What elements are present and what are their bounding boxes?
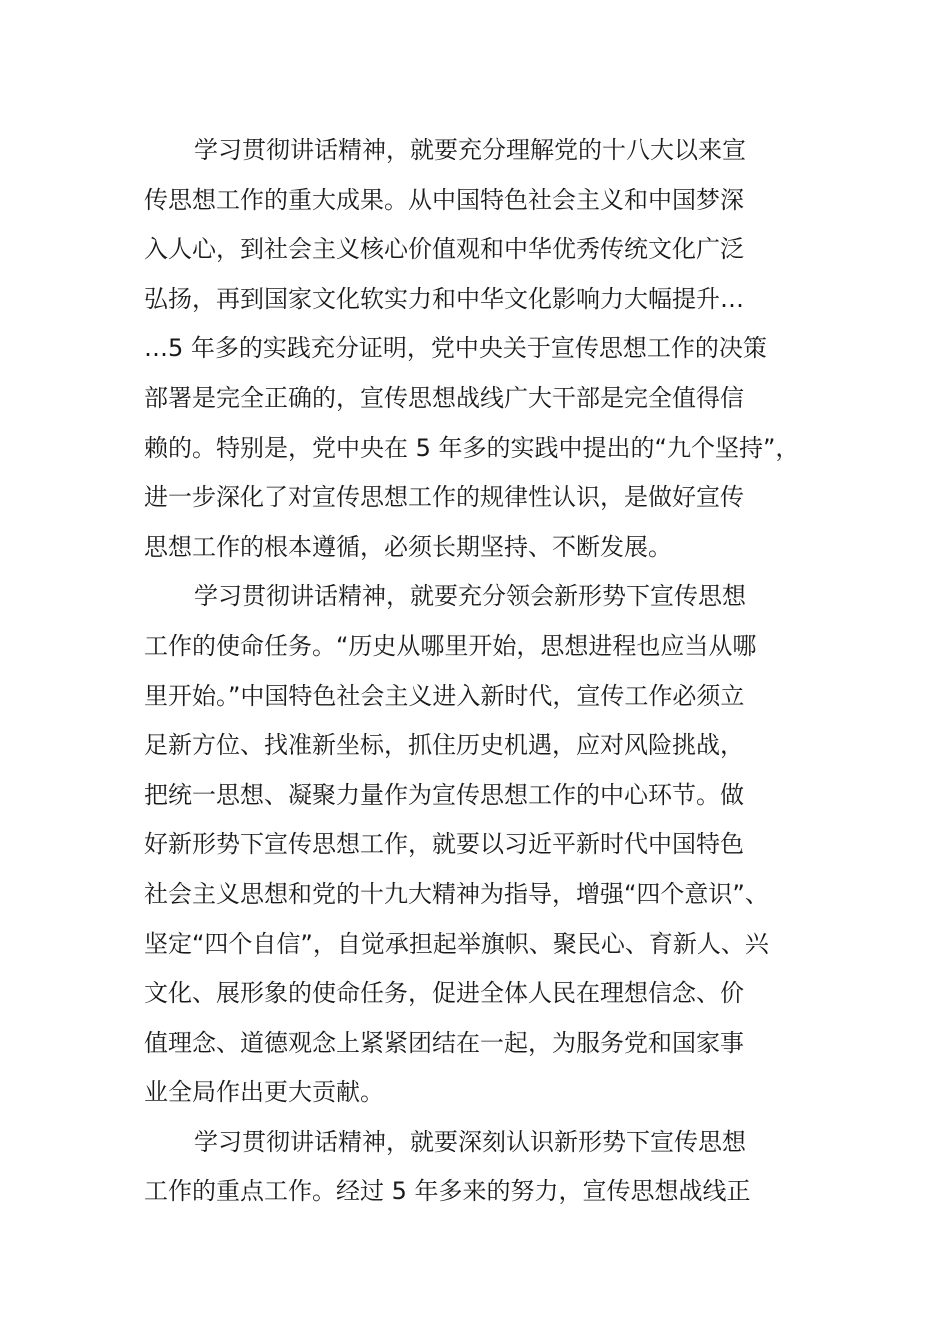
paragraph-line: 工作的使命任务。“历史从哪里开始，思想进程也应当从哪	[144, 631, 757, 660]
paragraph-line: 业全局作出更大贡献。	[144, 1078, 384, 1107]
paragraph-line: 传思想工作的重大成果。从中国特色社会主义和中国梦深	[144, 185, 744, 214]
paragraph-line: 社会主义思想和党的十九大精神为指导，增强“四个意识”、	[144, 879, 769, 908]
paragraph-line: 进一步深化了对宣传思想工作的规律性认识，是做好宣传	[144, 483, 744, 512]
paragraph-1	[144, 126, 814, 572]
paragraph-line: 思想工作的根本遵循，必须长期坚持、不断发展。	[144, 532, 672, 561]
paragraph-line: 学习贯彻讲话精神，就要深刻认识新形势下宣传思想	[194, 1127, 746, 1156]
paragraph-line: 学习贯彻讲话精神，就要充分领会新形势下宣传思想	[194, 582, 746, 611]
paragraph-line: 入人心，到社会主义核心价值观和中华优秀传统文化广泛	[144, 235, 744, 264]
document-body	[144, 126, 814, 1217]
paragraph-line: 赖的。特别是，党中央在 5 年多的实践中提出的“九个坚持”，	[144, 433, 800, 462]
paragraph-2	[144, 572, 814, 1118]
paragraph-line: 把统一思想、凝聚力量作为宣传思想工作的中心环节。做	[144, 780, 744, 809]
paragraph-line: 部署是完全正确的，宣传思想战线广大干部是完全值得信	[144, 383, 744, 412]
paragraph-line: …5 年多的实践充分证明，党中央关于宣传思想工作的决策	[144, 334, 767, 363]
paragraph-3	[144, 1118, 814, 1217]
paragraph-line: 坚定“四个自信”，自觉承担起举旗帜、聚民心、育新人、兴	[144, 929, 769, 958]
paragraph-line: 值理念、道德观念上紧紧团结在一起，为服务党和国家事	[144, 1028, 744, 1057]
paragraph-line: 弘扬，再到国家文化软实力和中华文化影响力大幅提升…	[144, 284, 744, 313]
paragraph-line: 学习贯彻讲话精神，就要充分理解党的十八大以来宣	[194, 136, 746, 164]
paragraph-line: 好新形势下宣传思想工作，就要以习近平新时代中国特色	[144, 830, 744, 859]
paragraph-line: 文化、展形象的使命任务，促进全体人民在理想信念、价	[144, 979, 744, 1008]
paragraph-line: 里开始。”中国特色社会主义进入新时代，宣传工作必须立	[144, 681, 745, 710]
paragraph-line: 工作的重点工作。经过 5 年多来的努力，宣传思想战线正	[144, 1177, 751, 1206]
paragraph-line: 足新方位、找准新坐标，抓住历史机遇，应对风险挑战，	[144, 731, 744, 760]
